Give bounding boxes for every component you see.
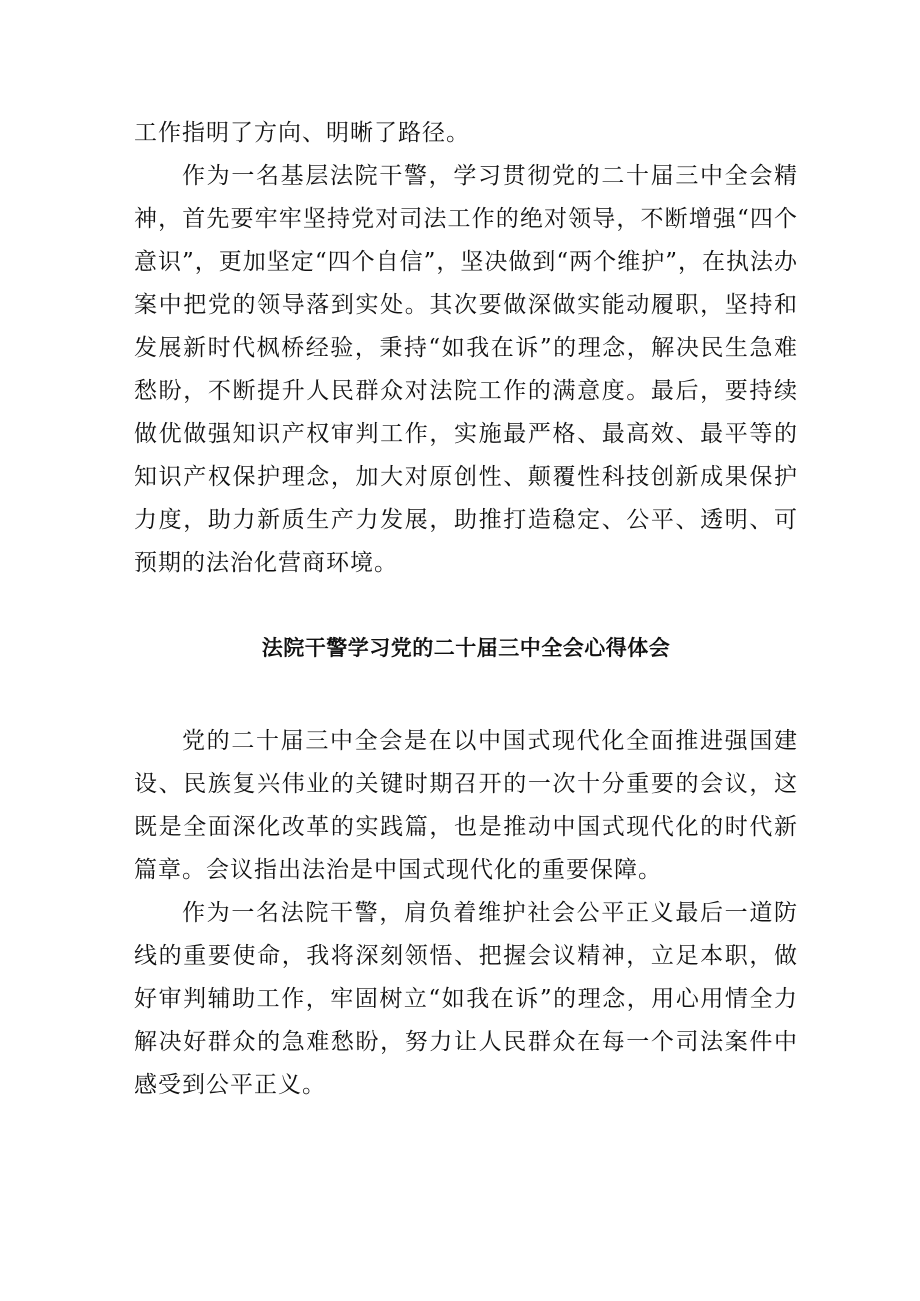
document-body xyxy=(134,112,798,1107)
body-paragraph: 作为一名法院干警，肩负着维护社会公平正义最后一道防线的重要使命，我将深刻领悟、把握会议精神，立足本职，做好审判辅助工作，牢固树立“如我在诉”的理念，用心用情全力解决好群众的急难愁盼，努力让人民群众在每一个司法案件中感受到公平正义。 xyxy=(134,900,798,1098)
body-paragraph: 作为一名基层法院干警，学习贯彻党的二十届三中全会精神，首先要牢牢坚持党对司法工作的绝对领导，不断增强“四个意识”，更加坚定“四个自信”，坚决做到“两个维护”，在执法办案中把党的领导落到实处。其次要做深做实能动履职，坚持和发展新时代枫桥经验，秉持“如我在诉”的理念，解决民生急难愁盼，不断提升人民群众对法院工作的满意度。最后，要持续做优做强知识产权审判工作，实施最严格、最高效、最平等的知识产权保护理念，加大对原创性、颠覆性科技创新成果保护力度，助力新质生产力发展，助推打造稳定、公平、透明、可预期的法治化营商环境。 xyxy=(134,163,798,576)
continued-paragraph: 工作指明了方向、明晰了路径。 xyxy=(134,120,470,146)
body-paragraph: 党的二十届三中全会是在以中国式现代化全面推进强国建设、民族复兴伟业的关键时期召开的一次十分重要的会议，这既是全面深化改革的实践篇，也是推动中国式现代化的时代新篇章。会议指出法治是中国式现代化的重要保障。 xyxy=(134,728,798,883)
section-title: 法院干警学习党的二十届三中全会心得体会 xyxy=(261,636,671,660)
